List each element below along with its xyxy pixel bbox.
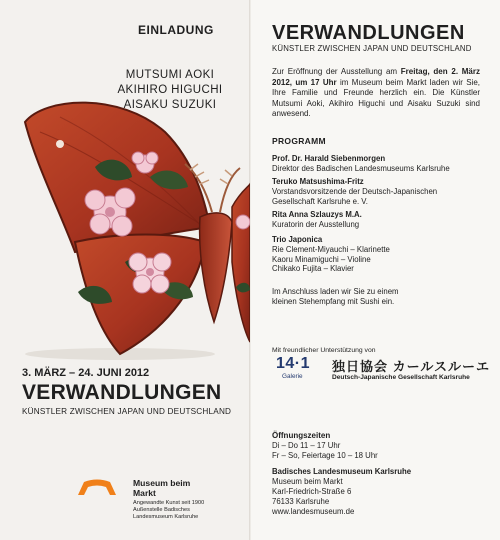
museum-logo-icon bbox=[76, 478, 118, 496]
galerie-logo: 14·1 bbox=[276, 355, 311, 372]
artist-name: MUTSUMI AOKI bbox=[125, 69, 215, 81]
museum-address: Badisches Landesmuseum Karlsruhe Museum beim Markt Karl-Friedrich-Straße 6 76133 Karlsruhe www.landesmuseum.de bbox=[272, 467, 472, 517]
artist-name: AISAKU SUZUKI bbox=[123, 99, 217, 111]
galerie-logo-word: Galerie bbox=[282, 373, 303, 380]
right-title: VERWANDLUNGEN bbox=[272, 22, 465, 44]
exhibition-dates: 3. MÄRZ – 24. JUNI 2012 bbox=[22, 367, 150, 379]
dj-society-name: Deutsch-Japanische Gesellschaft Karlsruhe bbox=[332, 374, 470, 381]
dj-society-logo: 独日協会 カールスルーエ bbox=[332, 359, 490, 374]
website-link[interactable]: www.landesmuseum.de bbox=[272, 507, 355, 516]
opening-hours-heading: Öffnungszeiten bbox=[272, 431, 331, 440]
closing-note: Im Anschluss laden wir Sie zu einem kleinen Stehempfang mit Sushi ein. bbox=[272, 287, 399, 306]
program-heading: PROGRAMM bbox=[272, 136, 326, 146]
support-note: Mit freundlicher Unterstützung von bbox=[272, 347, 376, 354]
program-item: Prof. Dr. Harald Siebenmorgen Direktor des Badischen Landesmuseums Karlsruhe bbox=[272, 154, 450, 173]
museum-description: Angewandte Kunst seit 1900 Außenstelle Badisches Landesmuseum Karlsruhe bbox=[133, 500, 205, 520]
opening-hours: Di – Do 11 – 17 Uhr Fr – So, Feiertage 10 – 18 Uhr bbox=[272, 441, 378, 460]
exhibition-title: VERWANDLUNGEN bbox=[22, 381, 222, 404]
museum-name: Museum beim Markt bbox=[133, 478, 191, 498]
program-item: Rita Anna Szlauzys M.A. Kuratorin der Ausstellung bbox=[272, 210, 362, 229]
invitation-heading: EINLADUNG bbox=[138, 23, 214, 37]
program-item: Teruko Matsushima-Fritz Vorstandsvorsitzende der Deutsch-Japanischen Gesellschaft Karlsruhe e. V. bbox=[272, 177, 438, 206]
program-item: Trio Japonica Rie Clement-Miyauchi – Klarinette Kaoru Minamiguchi – Violine Chikako Fujita – Klavier bbox=[272, 235, 390, 274]
opening-date: Freitag, den 2. März 2012, um 17 Uhr bbox=[272, 67, 480, 87]
exhibition-subtitle: KÜNSTLER ZWISCHEN JAPAN UND DEUTSCHLAND bbox=[22, 407, 232, 416]
artist-name: AKIHIRO HIGUCHI bbox=[117, 84, 223, 96]
right-subtitle: KÜNSTLER ZWISCHEN JAPAN UND DEUTSCHLAND bbox=[272, 44, 472, 53]
butterfly-illustration bbox=[0, 92, 250, 364]
intro-paragraph: Zur Eröffnung der Ausstellung am Freitag, den 2. März 2012, um 17 Uhr im Museum beim Markt laden wir Sie, Ihre Familie und Freunde herzlich ein. Die Künstler Mutsumi Aoki, Akihiro Higuchi und Aisaku Suzuki sind anwesend. bbox=[272, 67, 481, 118]
